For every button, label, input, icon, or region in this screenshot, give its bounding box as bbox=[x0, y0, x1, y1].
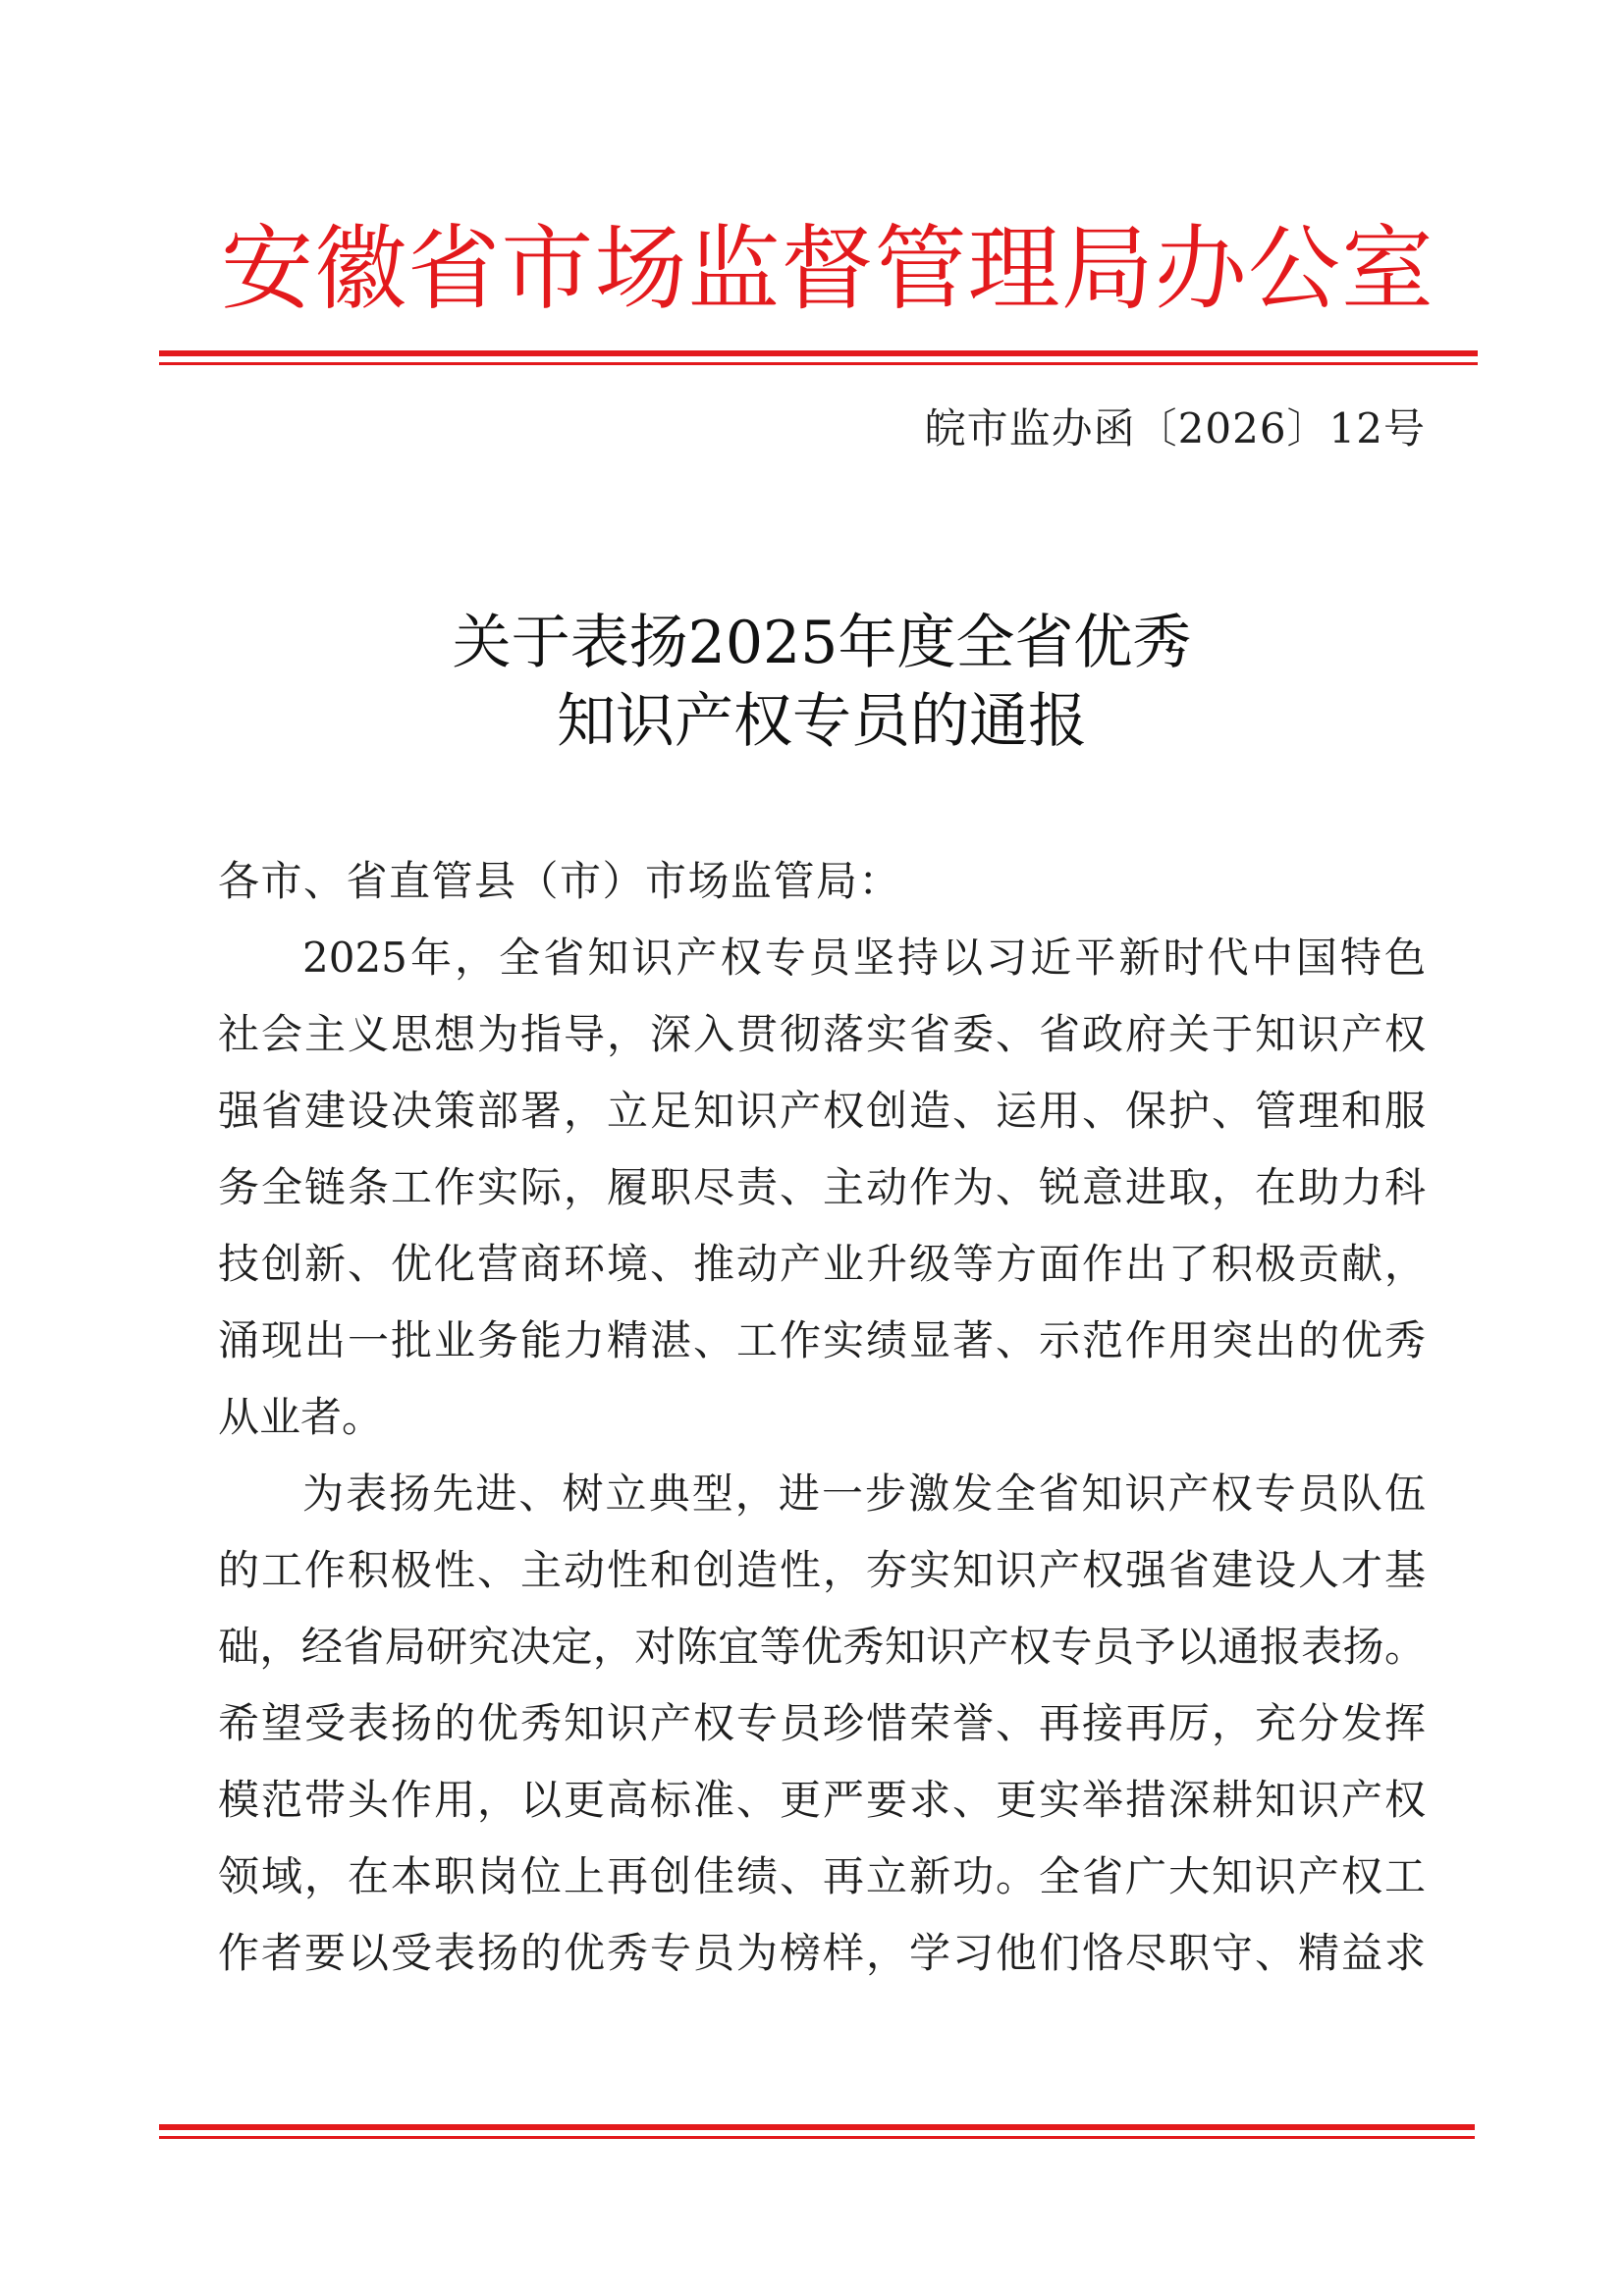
document-title-line-2: 知识产权专员的通报 bbox=[557, 687, 1087, 756]
footer-red-rule-thin bbox=[159, 2136, 1475, 2139]
header-red-rule-thin bbox=[159, 362, 1478, 365]
header-red-rule-thick bbox=[159, 350, 1478, 356]
paragraph-line: 从业者。 bbox=[218, 1393, 384, 1441]
paragraph-line: 领域，在本职岗位上再创佳绩、再立新功。全省广大知识产权工 bbox=[218, 1852, 1426, 1900]
issuing-office-title: 安徽省市场监督管理局办公室 bbox=[221, 216, 1434, 323]
paragraph-line: 为表扬先进、树立典型，进一步激发全省知识产权专员队伍 bbox=[302, 1469, 1426, 1518]
paragraph-line: 作者要以受表扬的优秀专员为榜样，学习他们恪尽职守、精益求 bbox=[218, 1929, 1426, 1977]
paragraph-line: 希望受表扬的优秀知识产权专员珍惜荣誉、再接再厉，充分发挥 bbox=[218, 1699, 1426, 1747]
paragraph-line: 社会主义思想为指导，深入贯彻落实省委、省政府关于知识产权 bbox=[218, 1010, 1426, 1058]
footer-red-rule-thick bbox=[159, 2124, 1475, 2130]
paragraph-1 bbox=[218, 920, 1426, 1456]
paragraph-line: 强省建设决策部署，立足知识产权创造、运用、保护、管理和服 bbox=[218, 1087, 1426, 1135]
document-title-line-1: 关于表扬2025年度全省优秀 bbox=[452, 609, 1192, 677]
paragraph-line: 技创新、优化营商环境、推动产业升级等方面作出了积极贡献， bbox=[218, 1240, 1426, 1288]
paragraph-line: 涌现出一批业务能力精湛、工作实绩显著、示范作用突出的优秀 bbox=[218, 1316, 1426, 1364]
paragraph-line: 2025年，全省知识产权专员坚持以习近平新时代中国特色 bbox=[302, 934, 1426, 982]
document-title bbox=[218, 604, 1426, 761]
paragraph-line: 模范带头作用，以更高标准、更严要求、更实举措深耕知识产权 bbox=[218, 1776, 1426, 1824]
document-body bbox=[218, 843, 1426, 1992]
paragraph-line: 的工作积极性、主动性和创造性，夯实知识产权强省建设人才基 bbox=[218, 1546, 1426, 1594]
paragraph-2 bbox=[218, 1456, 1426, 1992]
salutation: 各市、省直管县（市）市场监管局： bbox=[218, 857, 902, 905]
document-number: 皖市监办函〔2026〕12号 bbox=[924, 404, 1426, 453]
paragraph-line: 础，经省局研究决定，对陈宜等优秀知识产权专员予以通报表扬。 bbox=[218, 1623, 1426, 1671]
paragraph-line: 务全链条工作实际，履职尽责、主动作为、锐意进取，在助力科 bbox=[218, 1163, 1426, 1211]
